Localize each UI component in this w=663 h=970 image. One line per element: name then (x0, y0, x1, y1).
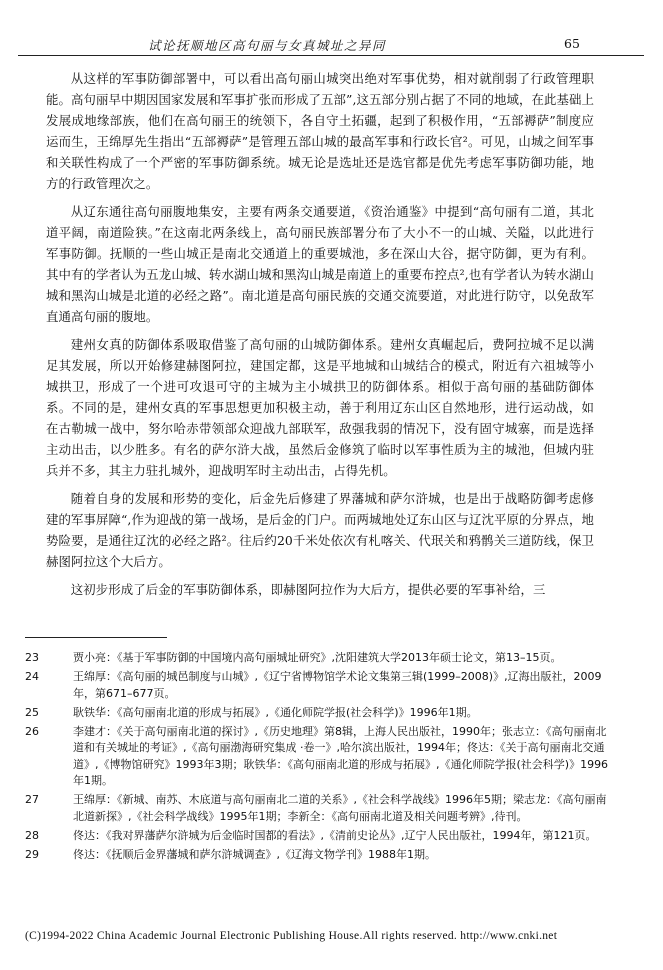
paragraph: 建州女真的防御体系吸取借鉴了高句丽的山城防御体系。建州女真崛起后，费阿拉城不足以满足其发展，所以开始修建赫图阿拉，建国定都，这是平地城和山城结合的模式，附近有六祖城等小城拱卫，形成了一个进可攻退可守的主城为主小城拱卫的防御体系。相似于高句丽的基础防御体系。不同的是，建州女真的军事思想更加积极主动，善于利用辽东山区自然地形，进行运动战，如在古勒城一战中，努尔哈赤带领部众迎战九部联军，敌强我弱的情况下，没有固守城寨，而是选择主动出击，以少胜多。有名的萨尔浒大战，虽然后金修筑了临时以军事性质为主的城池，但城内驻兵并不多，其主力驻扎城外，迎战明军时主动出击，占得先机。 (46, 337, 594, 478)
footnote (25, 847, 615, 864)
paragraph: 这初步形成了后金的军事防御体系，即赫图阿拉作为大后方，提供必要的军事补给，三 (70, 582, 546, 597)
footnote-number: 23 (25, 651, 39, 664)
footnote (25, 669, 615, 702)
footnote-text: 李建才：《关于高句丽南北道的探讨》,《历史地理》第8辑，上海人民出版社，1990年；张志立：《高句丽南北道和有关城址的考证》,《高句丽渤海研究集成 ·卷一》,哈尔滨出版社，1994年；佟达：《关于高句丽南北交通道》,《博物馆研究》1993年3期；耿铁华：《高句丽南北道的形成与拓展》,《通化师院学报(社会科学)》1996年1期。 (73, 724, 609, 787)
paragraph: 从这样的军事防御部署中，可以看出高句丽山城突出绝对军事优势，相对就削弱了行政管理职能。高句丽早中期因国家发展和军事扩张而形成了五部”,这五部分别占据了不同的地域，在此基础上发展成地缘部族，他们在高句丽王的统领下，各自守土拓疆，起到了积极作用，“五部褥萨”制度应运而生，王绵厚先生指出“五部褥萨”是管理五部山城的最高军事和行政长官²。可见，山城之间军事和关联性构成了一个严密的军事防御系统。城无论是选址还是选官都是优先考虑军事防御功能，地方的行政管理次之。 (46, 71, 594, 191)
footnote-text: 王绵厚：《新城、南苏、木底道与高句丽南北二道的关系》,《社会科学战线》1996年5期；梁志龙：《高句丽南北道新探》,《社会科学战线》1995年1期；李新全：《高句丽南北道及相关问题考辨》,待刊。 (73, 793, 607, 823)
page-number: 65 (564, 36, 580, 51)
copyright-line: (C)1994-2022 China Academic Journal Electronic Publishing House.All rights reserved. http://www.cnki.net (25, 930, 558, 942)
footnote (25, 650, 615, 667)
footnote-text: 佟达：《抚顺后金界藩城和萨尔浒城调查》,《辽海文物学刊》1988年1期。 (73, 847, 436, 861)
footnote (25, 724, 615, 790)
footnote-text: 耿铁华：《高句丽南北道的形成与拓展》,《通化师院学报(社会科学)》1996年1期。 (73, 705, 478, 719)
running-title: 试论抚顺地区高句丽与女真城址之异同 (148, 38, 387, 53)
footnote (25, 792, 615, 825)
footnote-text: 王绵厚：《高句丽的城邑制度与山城》,《辽宁省博物馆学术论文集第三辑(1999–2008)》,辽海出版社，2009年，第671–677页。 (73, 670, 602, 700)
footnote-rule (25, 637, 167, 638)
footnote-text: 贾小亮：《基于军事防御的中国境内高句丽城址研究》,沈阳建筑大学2013年硕士论文，第13–15页。 (73, 651, 562, 664)
footnote-number: 28 (25, 828, 39, 842)
footnote (25, 828, 615, 845)
footnote-number: 25 (25, 705, 39, 719)
header-rule (18, 55, 644, 56)
footnote-number: 27 (25, 793, 39, 806)
body-text (46, 68, 594, 607)
footnote (25, 705, 615, 722)
footnote-number: 29 (25, 847, 39, 861)
footnote-number: 24 (25, 670, 39, 683)
paragraph: 随着自身的发展和形势的变化，后金先后修建了界藩城和萨尔浒城，也是出于战略防御考虑修建的军事屏障“,作为迎战的第一战场，是后金的门户。而两城地处辽东山区与辽沈平原的分界点，地势险要，是通往辽沈的必经之路²。往后约20千米处依次有札喀关、代珉关和鸦鹘关三道防线，保卫赫图阿拉这个大后方。 (46, 491, 594, 569)
footnote-number: 26 (25, 724, 39, 738)
running-header (0, 30, 663, 53)
footnote-text: 佟达：《我对界藩萨尔浒城为后金临时国都的看法》,《清前史论丛》,辽宁人民出版社，1994年，第121页。 (73, 828, 597, 842)
footnotes (25, 650, 615, 866)
paragraph: 从辽东通往高句丽腹地集安，主要有两条交通要道，《资治通鉴》中提到“高句丽有二道，其北道平阔，南道险狭。”在这南北两条线上，高句丽民族部署分布了大小不一的山城、关隘，以此进行军事防御。抚顺的一些山城正是南北交通道上的重要城池，多在深山大谷，据守防御，更为有利。其中有的学者认为五龙山城、转水湖山城和黑沟山城是南道上的重要布控点²,也有学者认为转水湖山城和黑沟山城是北道的必经之路”。南北道是高句丽民族的交通交流要道，对此进行防守，以免敌军直通高句丽的腹地。 (46, 204, 594, 324)
